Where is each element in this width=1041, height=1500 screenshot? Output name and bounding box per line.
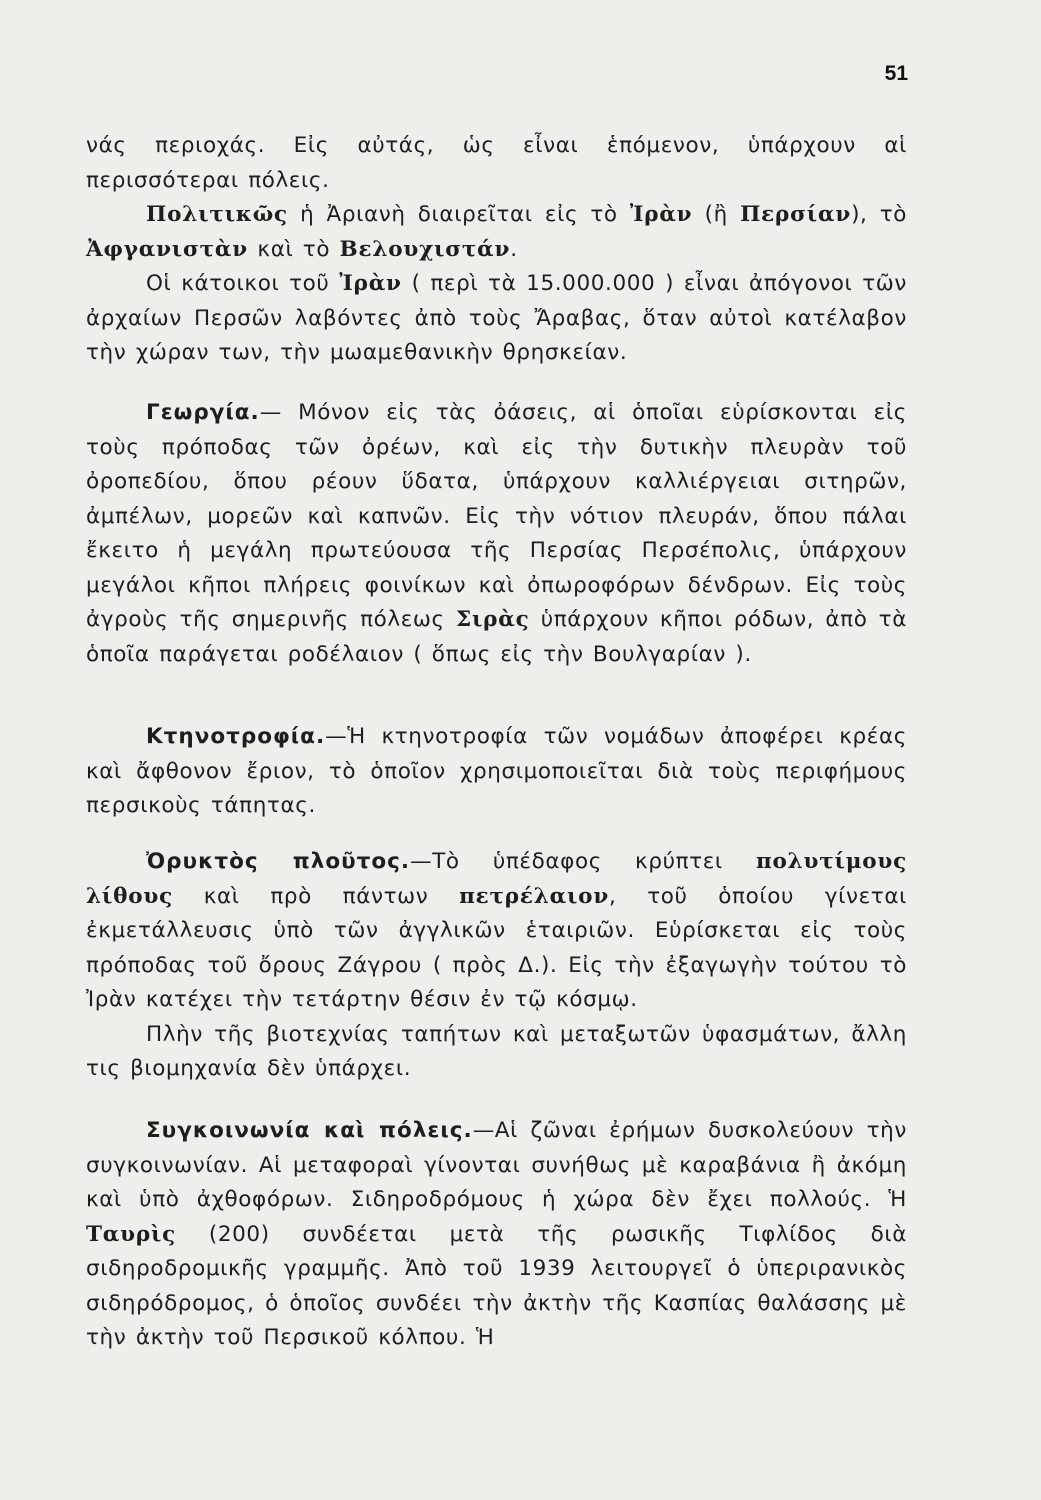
text-fragment: . <box>510 236 518 262</box>
text-fragment: (ἢ <box>692 202 741 227</box>
section-agriculture <box>86 396 907 672</box>
term-persia: Περσίαν <box>740 202 852 227</box>
term-iran: Ἰρὰν <box>339 271 402 296</box>
section-heading-livestock: Κτηνοτροφία. <box>146 724 326 749</box>
text-fragment: —Αἱ ζῶναι ἐρήμων δυσκολεύουν τὴν συγκοινωνίαν. Αἱ μεταφοραὶ γίνονται συνήθως μὲ καραβάνια ἢ ἀκόμη καὶ ὑπὸ ἀχθοφόρων. Σιδηροδρόμους ἡ χώρα δὲν ἔχει πολλούς. Ἡ <box>86 1118 908 1212</box>
paragraph-agriculture <box>86 396 907 672</box>
text-fragment: —Τὸ ὑπέδαφος κρύπτει <box>410 849 756 874</box>
paragraph-transport <box>86 1114 907 1356</box>
term-politically: Πολιτικῶς <box>146 202 288 227</box>
paragraph-mineral-wealth <box>86 845 907 1018</box>
text-fragment: — Μόνον εἰς τὰς ὀάσεις, αἱ ὁποῖαι εὑρίσκονται εἰς τοὺς πρόποδας τῶν ὀρέων, καὶ εἰς τὴν δυτικὴν πλευρὰν τοῦ ὀροπεδίου, ὅπου ρέουν ὕδατα, ὑπάρχουν καλλιέργειαι σιτηρῶν, ἀμπέλων, μορεῶν καὶ καπνῶν. Εἰς τὴν νότιον πλευράν, ὅπου πάλαι ἔκειτο ἡ μεγάλη πρωτεύουσα τῆς Περσίας Περσέπολις, ὑπάρχουν μεγάλοι κῆποι πλήρεις φοινίκων καὶ ὀπωροφόρων δένδρων. Εἰς τοὺς ἀγροὺς τῆς σημερινῆς πόλεως <box>86 400 907 632</box>
text-fragment: (200) συνδέεται μετὰ τῆς ρωσικῆς Τιφλίδος διὰ σιδηροδρομικῆς γραμμῆς. Ἀπὸ τοῦ 1939 λειτουργεῖ ὁ ὑπεριρανικὸς σιδηρόδρομος, ὁ ὁποῖος συνδέει τὴν ἀκτὴν τῆς Κασπίας θαλάσσης μὲ τὴν ἀκτὴν τοῦ Περσικοῦ κόλπου. Ἡ <box>86 1221 907 1350</box>
text-fragment: καὶ πρὸ πάντων <box>172 883 460 909</box>
text-fragment: Οἱ κάτοικοι τοῦ <box>146 271 340 296</box>
paragraph-continuation: νάς περιοχάς. Εἰς αὐτάς, ὡς εἶναι ἑπόμενον, ὑπάρχουν αἱ περισσότεραι πόλεις. <box>86 133 907 193</box>
text-fragment: , τοῦ ὁποίου γίνεται ἐκμετάλλευσις ὑπὸ τῶν ἀγγλικῶν ἑταιριῶν. Εὑρίσκεται εἰς τοὺς πρόποδας τοῦ ὄρους Ζάγρου ( πρὸς Δ.). Εἰς τὴν ἐξαγωγὴν τούτου τὸ Ἰρὰν κατέχει τὴν τετάρτην θέσιν ἐν τῷ κόσμῳ. <box>86 883 907 1012</box>
term-tabriz: Ταυρὶς <box>86 1221 177 1247</box>
section-heading-transport: Συγκοινωνία καὶ πόλεις. <box>146 1118 473 1143</box>
section-transport-cities <box>86 1114 907 1356</box>
text-fragment: ὑπάρχουν κῆποι ρόδων, ἀπὸ τὰ ὁποῖα παράγεται ροδέλαιον ( ὅπως εἰς τὴν Βουλγαρίαν ). <box>86 607 907 667</box>
page-number: 51 <box>884 62 908 85</box>
text-fragment: ἡ Ἀριανὴ διαιρεῖται εἰς τὸ <box>287 202 630 227</box>
text-fragment: —Ἡ κτηνοτροφία τῶν νομάδων ἀποφέρει κρέας καὶ ἄφθονον ἔριον, τὸ ὁποῖον χρησιμοποιεῖται διὰ τοὺς περιφήμους περσικοὺς τάπητας. <box>86 724 907 818</box>
term-afghanistan: Ἀφγανιστὰν <box>86 236 248 262</box>
term-petroleum: πετρέλαιον <box>459 883 610 909</box>
paragraph-inhabitants <box>86 267 907 371</box>
section-mineral-wealth <box>86 845 907 1087</box>
term-iran: Ἰρὰν <box>629 202 693 227</box>
section-heading-agriculture: Γεωργία. <box>146 400 260 425</box>
paragraph-industry: Πλὴν τῆς βιοτεχνίας ταπήτων καὶ μεταξωτῶν ὑφασμάτων, ἄλλη τις βιομηχανία δὲν ὑπάρχει. <box>86 1021 907 1081</box>
text-fragment: καὶ τὸ <box>247 236 340 262</box>
text-fragment: ), τὸ <box>851 202 908 227</box>
text-fragment: ( περὶ τὰ 15.000.000 ) εἶναι ἀπόγονοι τῶν ἀρχαίων Περσῶν λαβόντες ἀπὸ τοὺς Ἄραβας, ὅταν αὐτοὶ κατέλαβον τὴν χώραν των, τὴν μωαμεθανικὴν θρησκείαν. <box>86 271 907 365</box>
paragraph-livestock <box>86 720 907 824</box>
section-livestock <box>86 720 907 824</box>
section-heading-mineral-wealth: Ὀρυκτὸς πλοῦτος. <box>146 849 411 874</box>
section-regions <box>86 129 907 371</box>
term-shiraz: Σιρὰς <box>455 607 530 632</box>
paragraph-political-division <box>86 198 907 267</box>
term-precious-stones: πολυτίμους λίθους <box>86 849 907 909</box>
term-baluchistan: Βελουχιστάν <box>339 236 511 262</box>
